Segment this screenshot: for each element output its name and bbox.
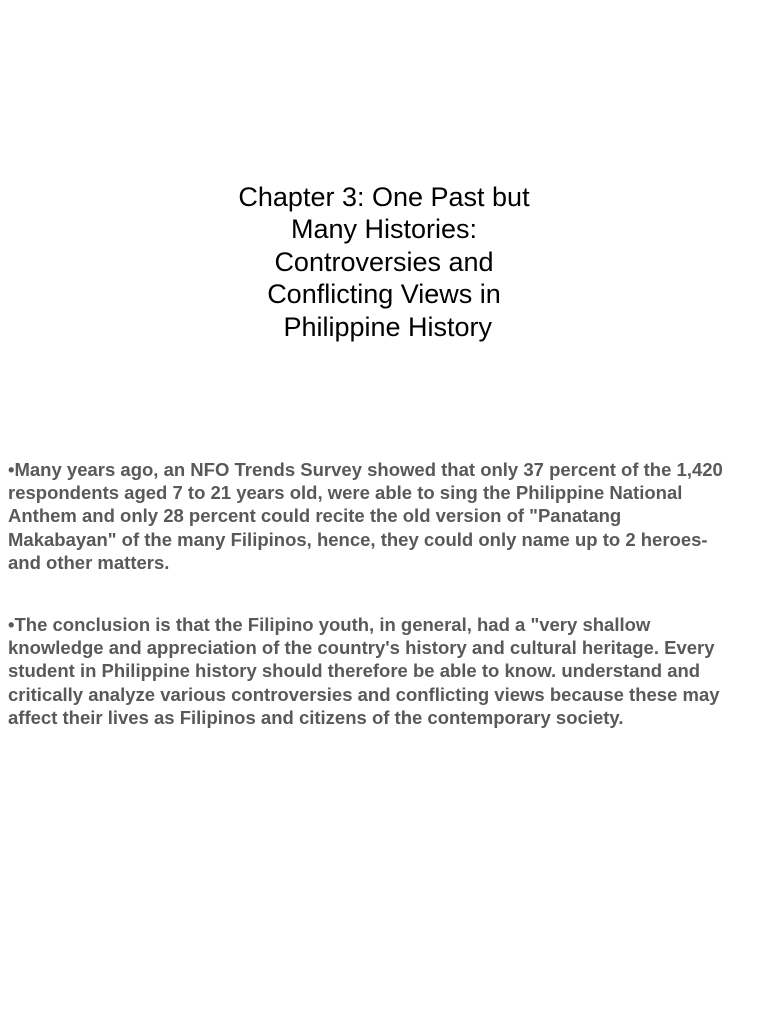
paragraph-line: •Many years ago, an NFO Trends Survey showed that only 37 percent of the 1,420 xyxy=(8,459,723,480)
paragraph-line: knowledge and appreciation of the country's history and cultural heritage. Every xyxy=(8,637,715,659)
chapter-title xyxy=(0,181,768,343)
paragraph-line: student in Philippine history should therefore be able to know. understand and xyxy=(8,660,701,682)
paragraph-line: •The conclusion is that the Filipino youth, in general, had a "very shallow xyxy=(8,614,651,635)
paragraph-line: respondents aged 7 to 21 years old, were able to sing the Philippine National xyxy=(8,482,683,504)
survey-paragraph xyxy=(8,458,760,574)
paragraph-line: Makabayan" of the many Filipinos, hence, they could only name up to 2 heroes- xyxy=(8,528,708,550)
paragraph-line: and other matters. xyxy=(8,551,170,573)
paragraph-line: affect their lives as Filipinos and citizens of the contemporary society. xyxy=(8,706,624,728)
chapter-title-line: Conflicting Views in xyxy=(267,279,501,310)
chapter-title-line: Many Histories: xyxy=(290,214,478,245)
paragraph-line: Anthem and only 28 percent could recite the old version of "Panatang xyxy=(8,505,622,527)
paragraph-line: critically analyze various controversies and conflicting views because these may xyxy=(8,683,720,705)
chapter-title-line: Philippine History xyxy=(275,311,493,342)
chapter-title-line: Chapter 3: One Past but xyxy=(238,182,530,212)
chapter-title-line: Controversies and xyxy=(274,246,494,277)
conclusion-paragraph xyxy=(8,613,760,729)
